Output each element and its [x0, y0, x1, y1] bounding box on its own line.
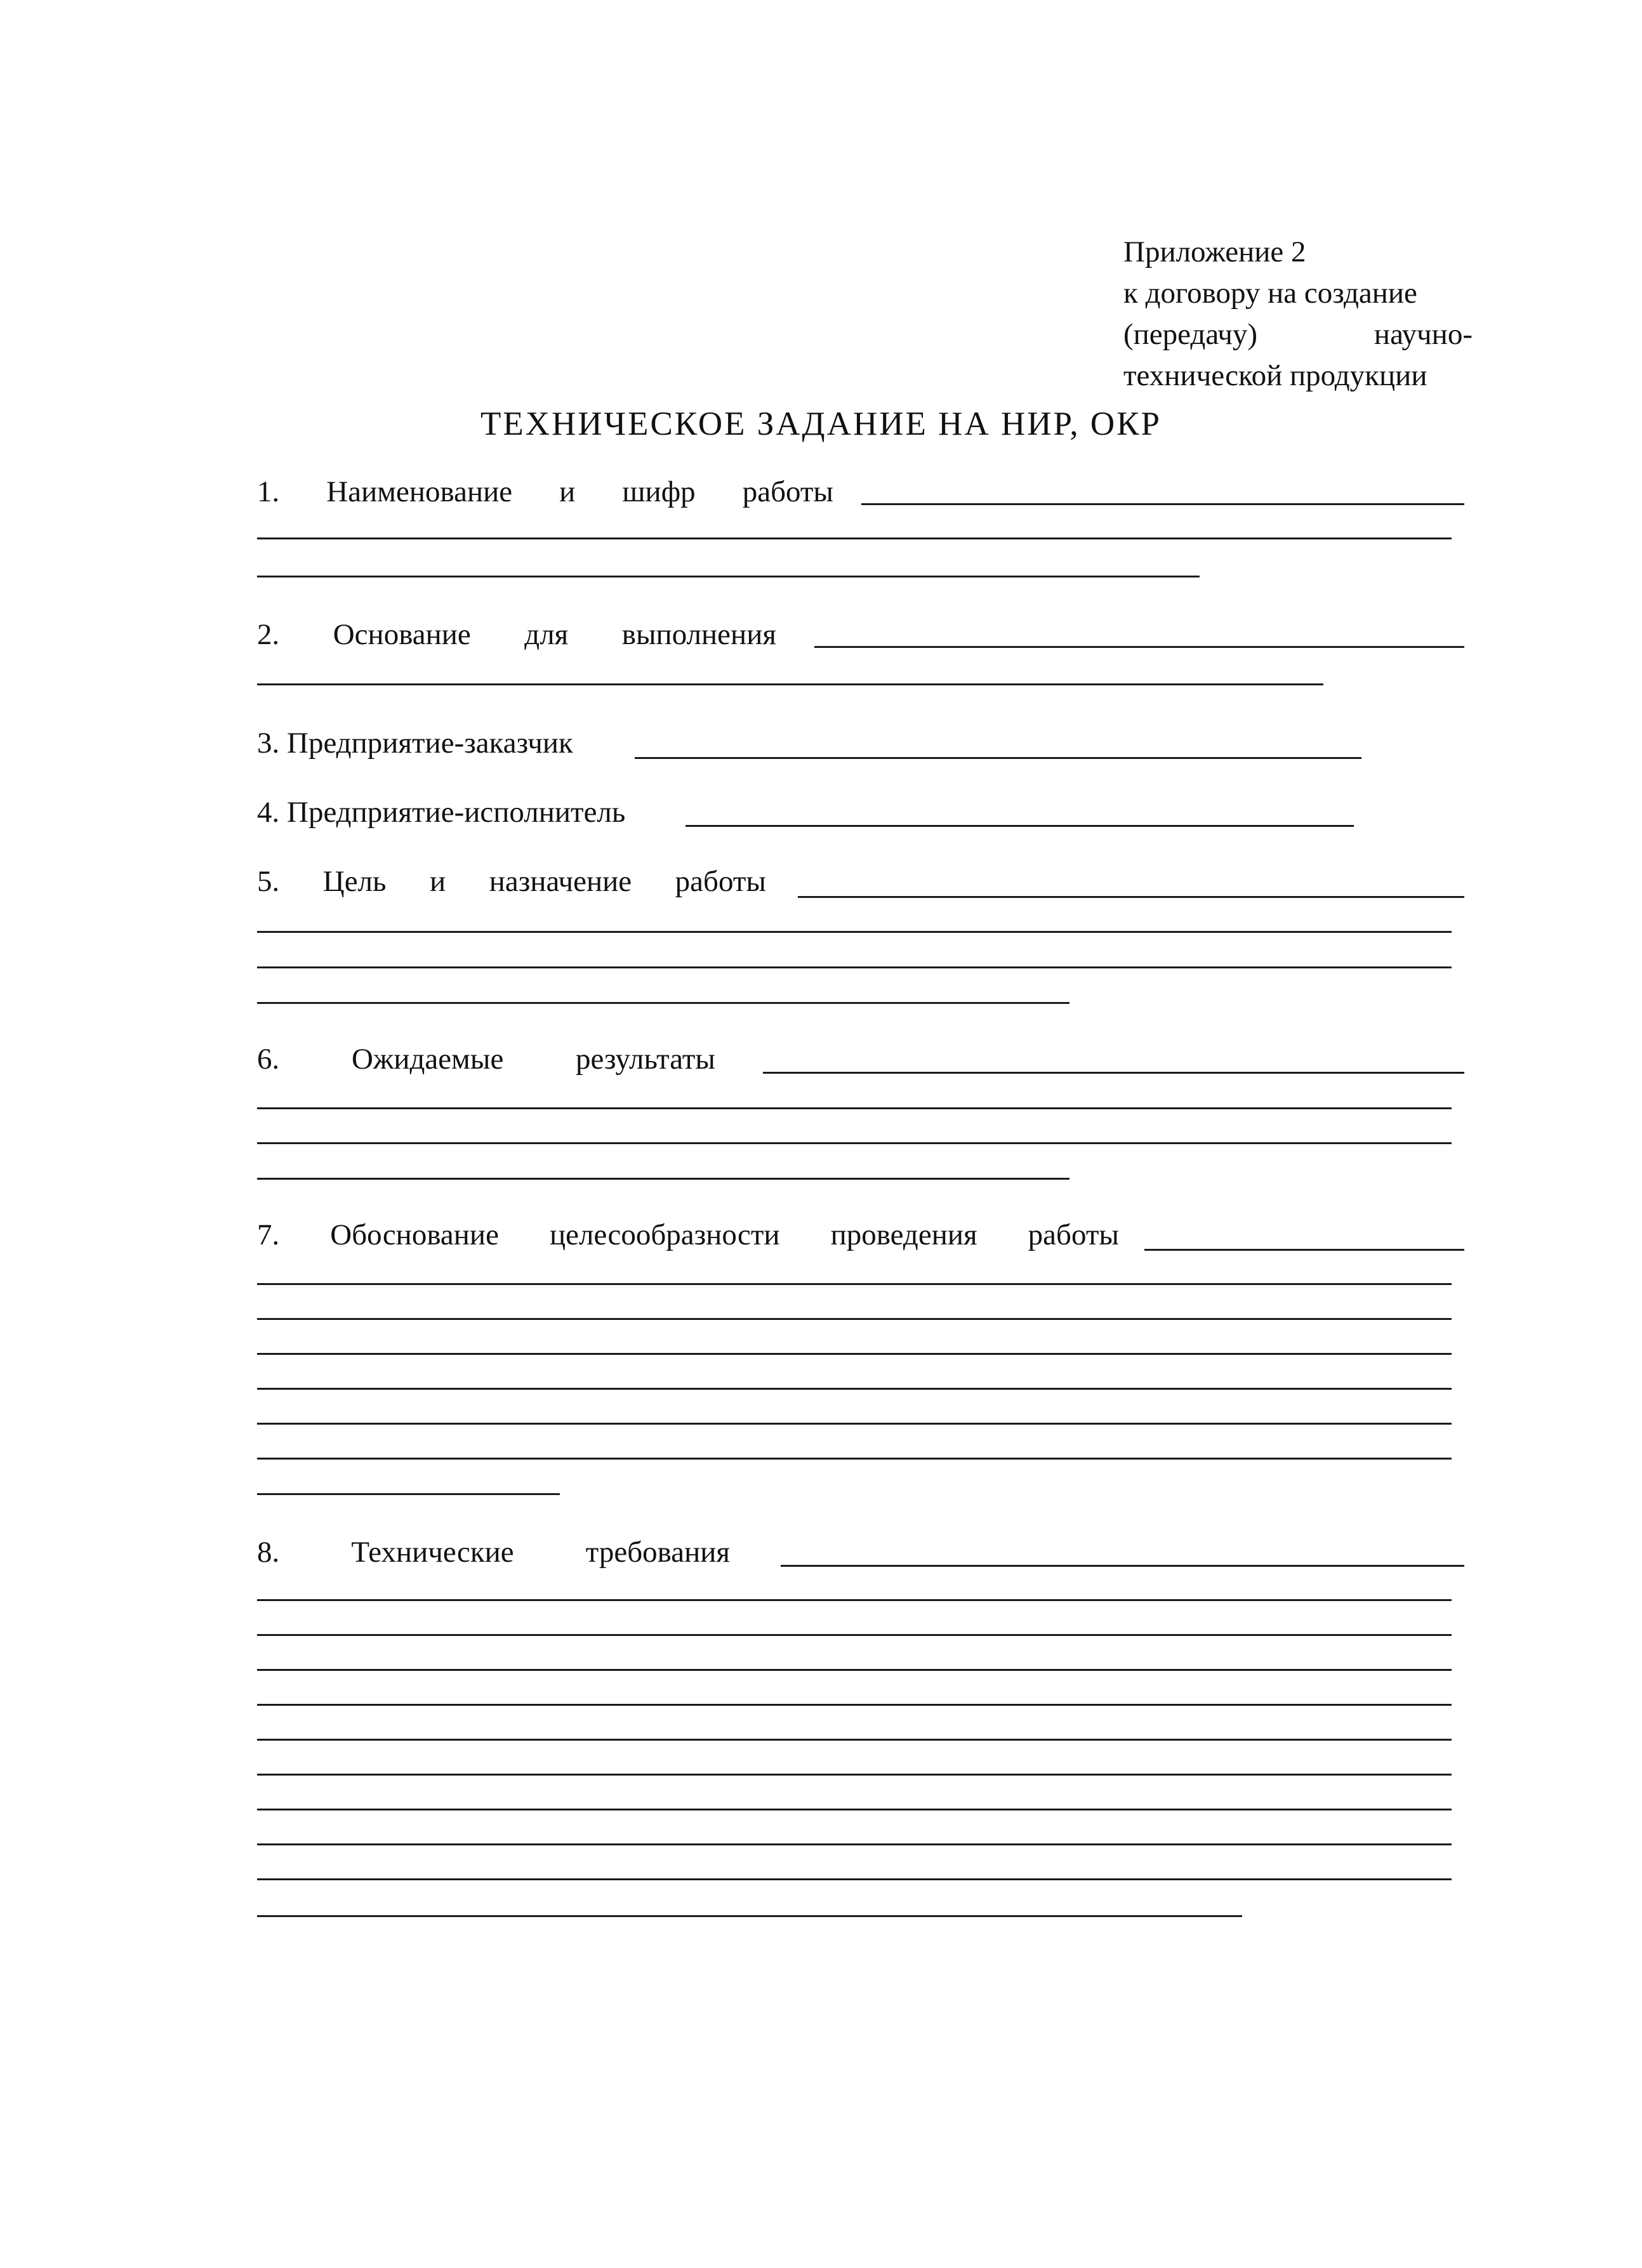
item-7-word-1: Обоснование	[330, 1218, 499, 1251]
item-8-fill-line[interactable]	[257, 1634, 1452, 1636]
item-7-word-2: целесообразности	[549, 1218, 780, 1251]
item-7-fill-line[interactable]	[257, 1423, 1452, 1425]
item-1-number: 1.	[257, 475, 280, 508]
appendix-product-line: технической продукции	[1123, 359, 1427, 392]
item-3-fill-line[interactable]	[635, 757, 1361, 759]
item-1-fill-line[interactable]	[257, 537, 1452, 539]
item-7-fill-line[interactable]	[257, 1458, 1452, 1460]
item-5-word-3: назначение	[489, 865, 632, 898]
item-8-fill-line[interactable]	[257, 1843, 1452, 1845]
item-3-number: 3.	[257, 727, 280, 760]
item-2-number: 2.	[257, 618, 280, 651]
item-8-label	[257, 1534, 730, 1570]
item-8-fill-line[interactable]	[257, 1599, 1452, 1601]
item-3-text: Предприятие-заказчик	[287, 727, 573, 760]
item-8-word-2: требования	[585, 1536, 730, 1569]
item-7-fill-line[interactable]	[257, 1318, 1452, 1320]
item-6-fill-line[interactable]	[257, 1107, 1452, 1109]
item-8-fill-line[interactable]	[257, 1809, 1452, 1810]
item-1-fill-line[interactable]	[861, 503, 1464, 505]
item-5-word-1: Цель	[322, 865, 387, 898]
item-5-word-4: работы	[675, 865, 766, 898]
item-3-label	[257, 725, 573, 761]
item-8-fill-line[interactable]	[257, 1878, 1452, 1880]
item-5-number: 5.	[257, 865, 280, 898]
appendix-header	[1123, 232, 1473, 397]
item-7-fill-line[interactable]	[257, 1493, 560, 1495]
item-7-fill-line[interactable]	[257, 1283, 1452, 1285]
item-8-fill-line[interactable]	[257, 1704, 1452, 1706]
item-7-label	[257, 1217, 1119, 1253]
item-5-fill-line[interactable]	[257, 1002, 1069, 1004]
item-4-fill-line[interactable]	[685, 825, 1354, 827]
item-6-number: 6.	[257, 1043, 280, 1076]
item-1-word-1: Наименование	[326, 475, 513, 508]
item-5-fill-line[interactable]	[257, 966, 1452, 968]
item-7-word-3: проведения	[830, 1218, 977, 1251]
item-7-number: 7.	[257, 1218, 280, 1251]
item-8-number: 8.	[257, 1536, 280, 1569]
appendix-word-left: (передачу)	[1123, 318, 1258, 351]
item-1-word-2: и	[559, 475, 576, 508]
item-1-word-4: работы	[742, 475, 833, 508]
item-4-text: Предприятие-исполнитель	[287, 796, 626, 829]
item-5-fill-line[interactable]	[257, 931, 1452, 933]
item-1-fill-line[interactable]	[257, 576, 1200, 577]
item-2-word-2: для	[524, 618, 569, 651]
item-2-word-1: Основание	[333, 618, 471, 651]
item-4-label	[257, 794, 625, 830]
item-6-label	[257, 1041, 715, 1077]
item-8-fill-line[interactable]	[257, 1739, 1452, 1741]
item-8-fill-line[interactable]	[781, 1565, 1464, 1567]
item-8-fill-line[interactable]	[257, 1774, 1452, 1776]
item-5-fill-line[interactable]	[798, 896, 1464, 898]
item-6-fill-line[interactable]	[763, 1072, 1464, 1074]
item-6-word-2: результаты	[576, 1043, 715, 1076]
item-8-fill-line[interactable]	[257, 1669, 1452, 1671]
item-2-word-3: выполнения	[621, 618, 776, 651]
item-2-fill-line[interactable]	[257, 683, 1323, 685]
item-7-word-4: работы	[1028, 1218, 1119, 1251]
appendix-contract-line: к договору на создание	[1123, 277, 1417, 310]
item-5-word-2: и	[430, 865, 446, 898]
item-6-fill-line[interactable]	[257, 1142, 1452, 1144]
item-7-fill-line[interactable]	[257, 1388, 1452, 1390]
item-6-word-1: Ожидаемые	[351, 1043, 504, 1076]
item-4-number: 4.	[257, 796, 280, 829]
item-7-fill-line[interactable]	[1144, 1249, 1464, 1251]
item-5-label	[257, 864, 766, 899]
appendix-word-right: научно-	[1374, 318, 1473, 351]
appendix-justified-line	[1123, 314, 1473, 355]
item-2-fill-line[interactable]	[814, 646, 1464, 648]
item-1-label	[257, 474, 833, 510]
item-1-word-3: шифр	[622, 475, 696, 508]
item-8-fill-line[interactable]	[257, 1915, 1242, 1917]
item-8-word-1: Технические	[351, 1536, 514, 1569]
item-2-label	[257, 617, 776, 652]
item-6-fill-line[interactable]	[257, 1178, 1069, 1180]
appendix-number: Приложение 2	[1123, 235, 1306, 268]
item-7-fill-line[interactable]	[257, 1353, 1452, 1355]
document-title: ТЕХНИЧЕСКОЕ ЗАДАНИЕ НА НИР, ОКР	[480, 405, 1162, 442]
